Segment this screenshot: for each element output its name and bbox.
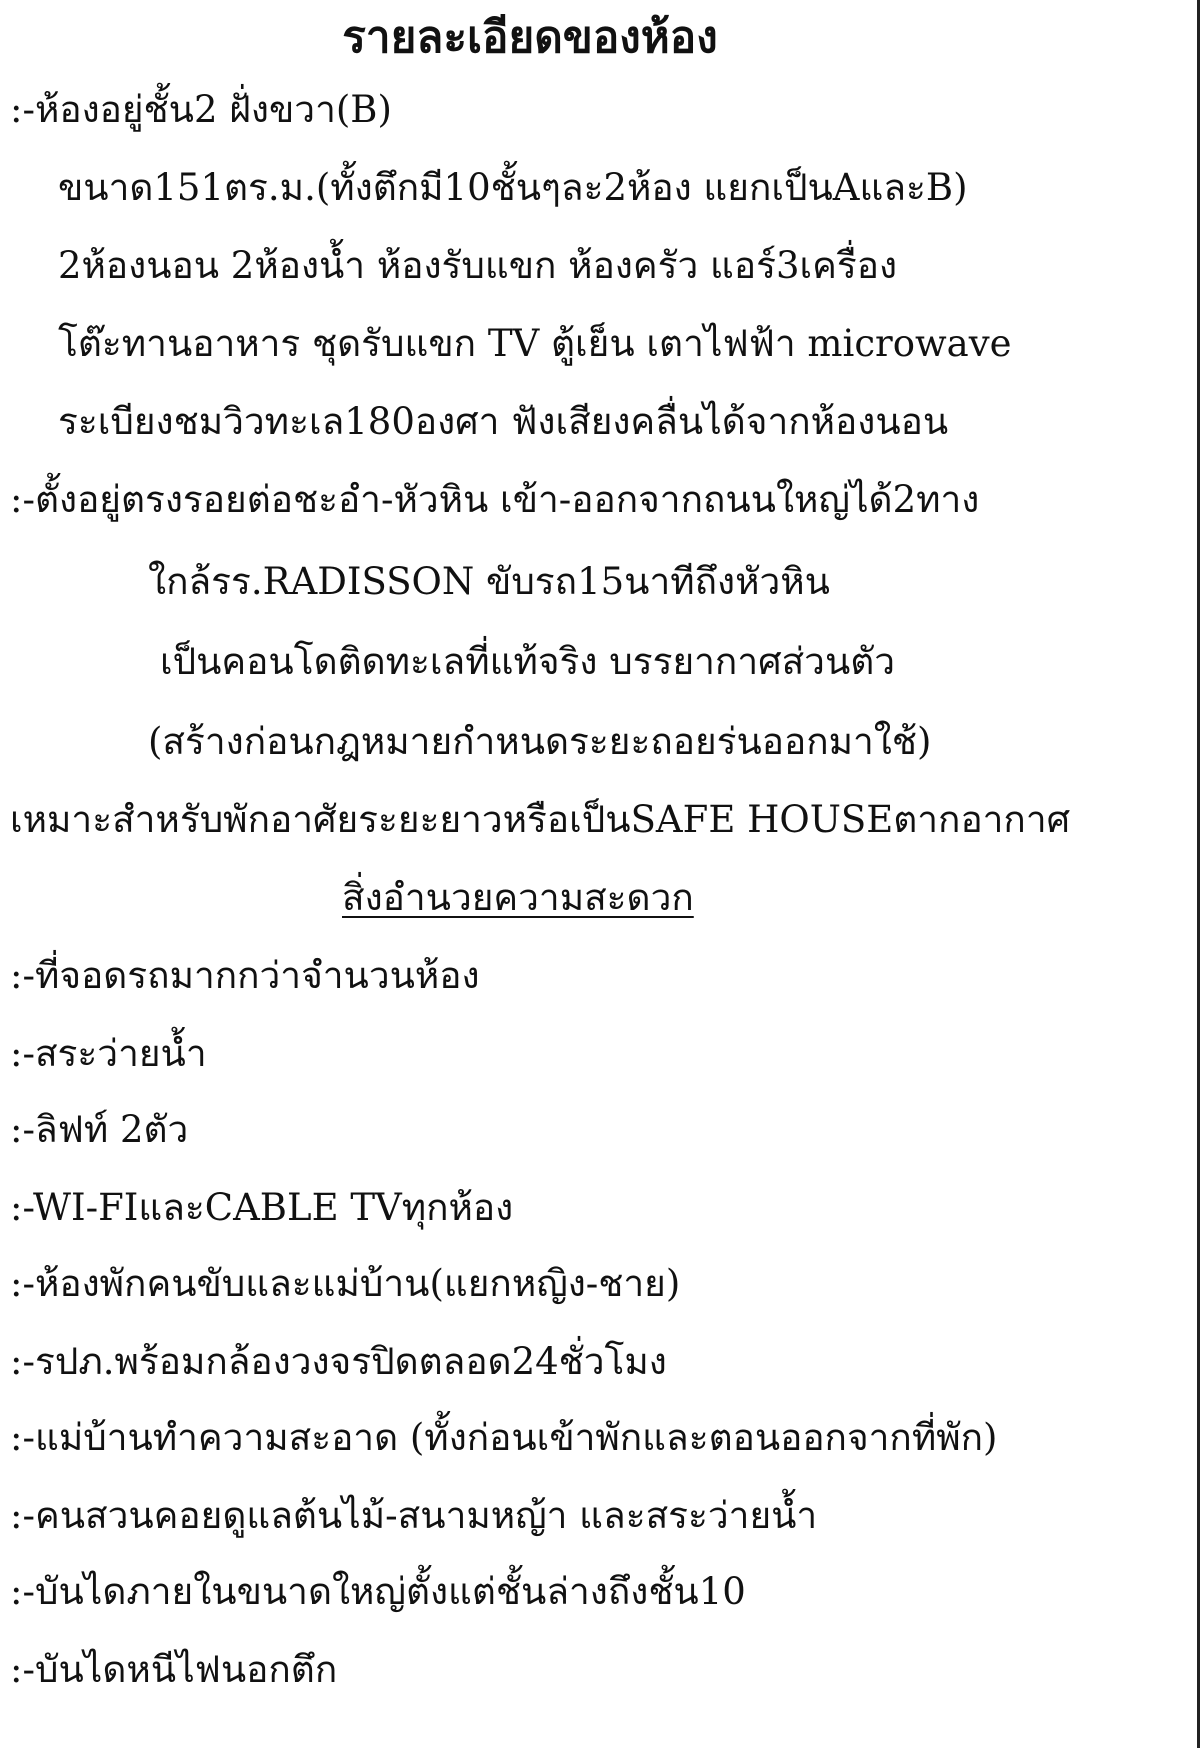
amenity-stairs: :-บันไดภายในขนาดใหญ่ตั้งแต่ชั้นล่างถึงชั้น10: [10, 1570, 746, 1613]
detail-line-suitable-for: เหมาะสำหรับพักอาศัยระยะยาวหรือเป็นSAFE HOUSEตากอากาศ: [10, 798, 1071, 841]
detail-line-beachfront: เป็นคอนโดติดทะเลที่แท้จริง บรรยากาศส่วนตัว: [160, 640, 896, 683]
detail-line-built-before-law: (สร้างก่อนกฎหมายกำหนดระยะถอยร่นออกมาใช้): [148, 720, 932, 763]
amenity-gardener: :-คนสวนคอยดูแลต้นไม้-สนามหญ้า และสระว่ายน้ำ: [10, 1494, 818, 1537]
detail-line-location: :-ตั้งอยู่ตรงรอยต่อชะอำ-หัวหิน เข้า-ออกจากถนนใหญ่ได้2ทาง: [10, 478, 980, 521]
amenity-parking: :-ที่จอดรถมากกว่าจำนวนห้อง: [10, 954, 480, 997]
detail-line-furniture: โต๊ะทานอาหาร ชุดรับแขก TV ตู้เย็น เตาไฟฟ้า microwave: [58, 322, 1012, 365]
amenity-cleaning: :-แม่บ้านทำความสะอาด (ทั้งก่อนเข้าพักและตอนออกจากที่พัก): [10, 1416, 998, 1459]
document-title: รายละเอียดของห้อง: [342, 12, 718, 63]
amenity-pool: :-สระว่ายน้ำ: [10, 1032, 207, 1075]
detail-line-size: ขนาด151ตร.ม.(ทั้งตึกมี10ชั้นๆละ2ห้อง แยกเป็นAและB): [58, 166, 968, 209]
amenity-staff-rooms: :-ห้องพักคนขับและแม่บ้าน(แยกหญิง-ชาย): [10, 1262, 681, 1305]
detail-line-rooms: 2ห้องนอน 2ห้องน้ำ ห้องรับแขก ห้องครัว แอร์3เครื่อง: [58, 244, 898, 287]
amenity-security: :-รปภ.พร้อมกล้องวงจรปิดตลอด24ชั่วโมง: [10, 1340, 667, 1383]
amenity-lifts: :-ลิฟท์ 2ตัว: [10, 1108, 189, 1151]
amenity-fire-escape: :-บันไดหนีไฟนอกตึก: [10, 1648, 338, 1691]
detail-line-floor: :-ห้องอยู่ชั้น2 ฝั่งขวา(B): [10, 88, 392, 131]
amenity-wifi-cable: :-WI-FIและCABLE TVทุกห้อง: [10, 1186, 514, 1229]
detail-line-balcony: ระเบียงชมวิวทะเล180องศา ฟังเสียงคลื่นได้จากห้องนอน: [58, 400, 949, 443]
detail-line-nearby: ใกล้รร.RADISSON ขับรถ15นาทีถึงหัวหิน: [148, 560, 830, 603]
amenities-heading: สิ่งอำนวยความสะดวก: [342, 876, 694, 919]
